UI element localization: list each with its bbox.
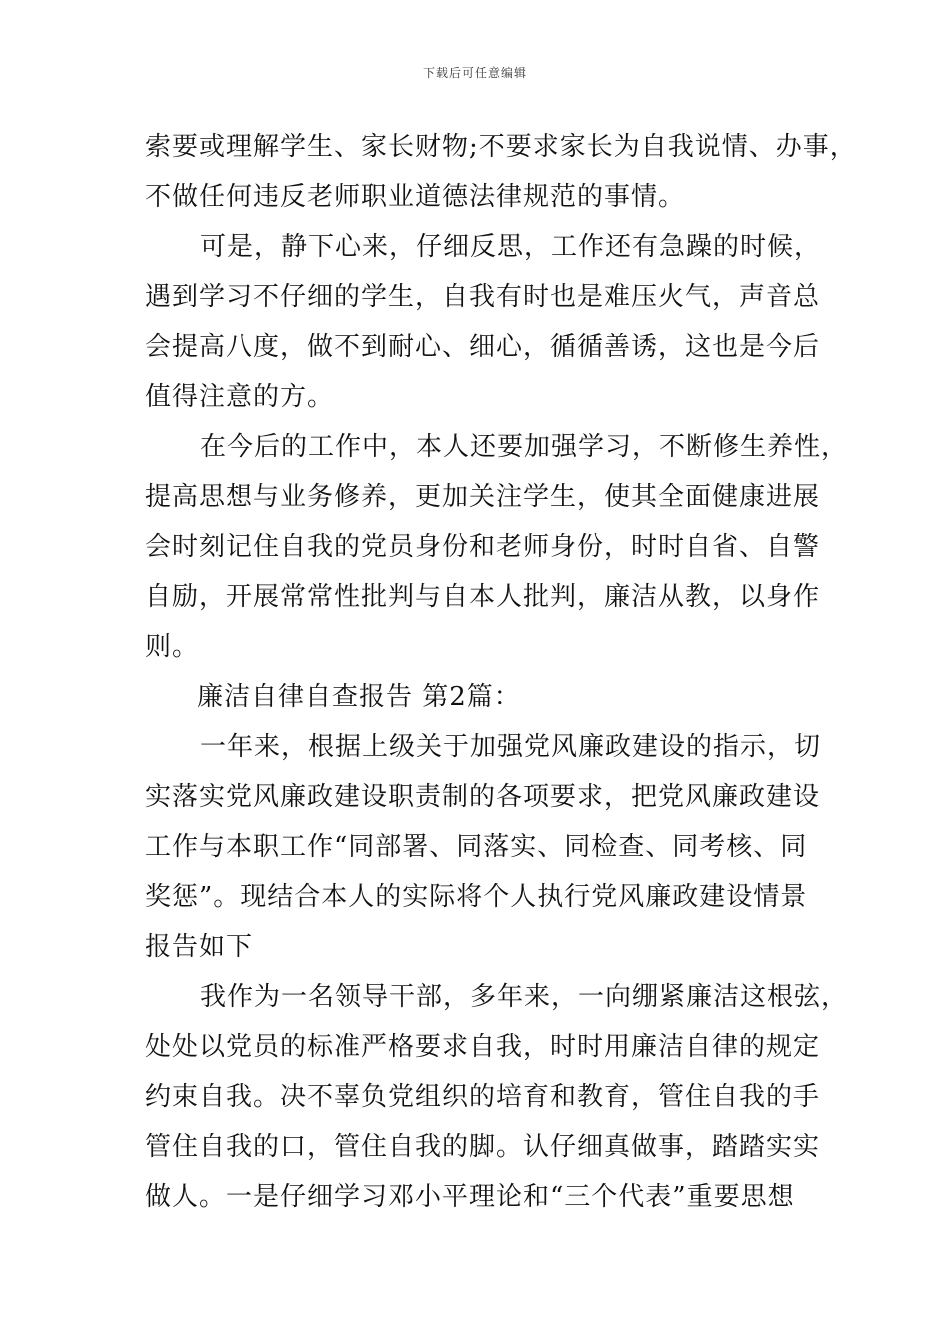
text-line: 会时刻记住自我的党员身份和老师身份，时时自省、自警 [145,532,821,562]
text-line: 值得注意的方。 [145,382,335,412]
text-line: 索要或理解学生、家长财物;不要求家长为自我说情、办事， [145,132,857,162]
text-line: 会提高八度，做不到耐心、细心，循循善诱，这也是今后 [145,332,821,362]
text-line: 不做任何违反老师职业道德法律规范的事情。 [145,182,686,212]
text-line: 实落实党风廉政建设职责制的各项要求，把党风廉政建设 [145,782,821,812]
page-header-note: 下载后可任意编辑 [422,66,527,80]
paragraph-start-line: 在今后的工作中，本人还要加强学习，不断修生养性， [200,432,849,462]
text-line: 提高思想与业务修养，更加关注学生，使其全面健康进展 [145,482,821,512]
paragraph-start-line: 一年来，根据上级关于加强党风廉政建设的指示，切 [200,732,822,762]
text-line: 报告如下 [145,932,254,962]
paragraph-start-line: 可是，静下心来，仔细反思，工作还有急躁的时候， [200,232,822,262]
text-line: 则。 [145,632,200,662]
text-line: 处处以党员的标准严格要求自我，时时用廉洁自律的规定 [145,1032,821,1062]
paragraph-start-line: 我作为一名领导干部，多年来，一向绷紧廉洁这根弦， [200,982,849,1012]
section-heading: 廉洁自律自查报告 第2篇： [197,682,521,712]
document-body [145,122,857,1222]
text-line: 管住自我的口，管住自我的脚。认仔细真做事，踏踏实实 [145,1132,821,1162]
text-line: 工作与本职工作“同部署、同落实、同检查、同考核、同 [145,832,808,862]
text-line: 做人。一是仔细学习邓小平理论和“三个代表”重要思想 [145,1182,795,1212]
text-line: 奖惩”。现结合本人的实际将个人执行党风廉政建设情景 [145,882,808,912]
text-line: 遇到学习不仔细的学生，自我有时也是难压火气，声音总 [145,282,821,312]
text-line: 自励，开展常常性批判与自本人批判，廉洁从教，以身作 [145,582,821,612]
text-line: 约束自我。决不辜负党组织的培育和教育，管住自我的手 [145,1082,821,1112]
